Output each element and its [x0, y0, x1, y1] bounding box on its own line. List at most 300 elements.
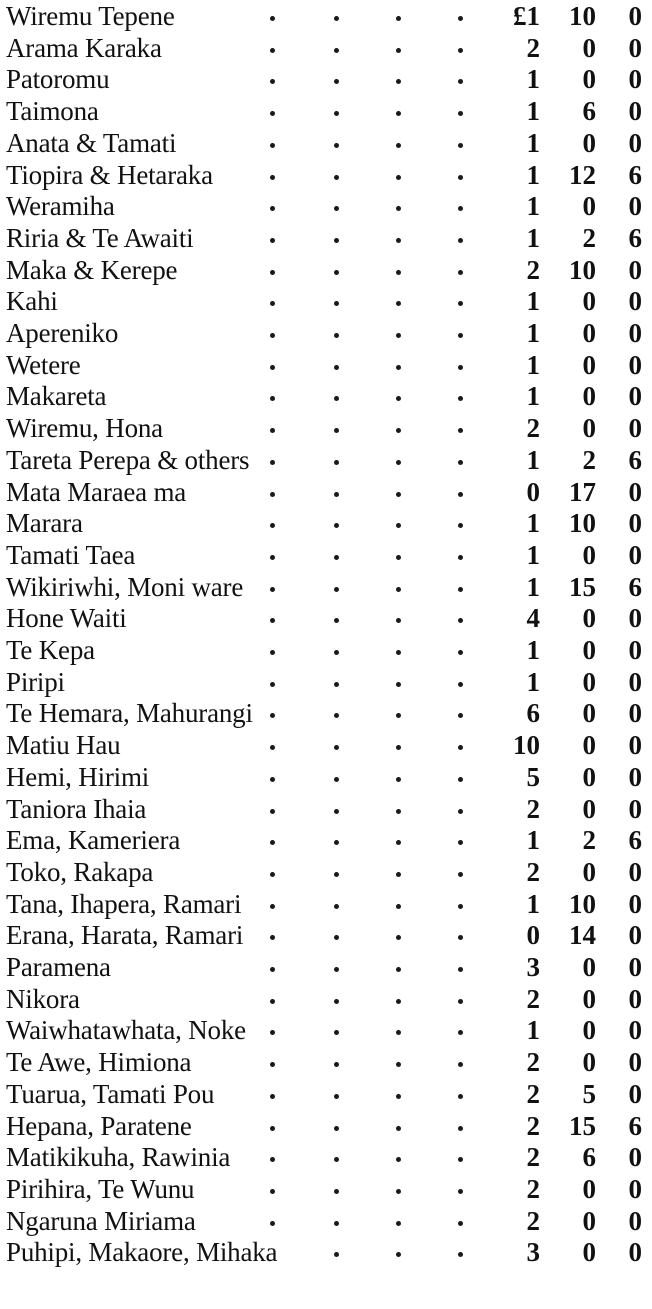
- amount-shillings: 15: [569, 571, 596, 602]
- amount-pence: 0: [628, 1, 642, 31]
- leader-dot: [458, 492, 463, 497]
- amount-shillings: 0: [582, 730, 596, 761]
- amount-pounds: 2: [526, 856, 540, 887]
- amount-pounds: 1: [526, 127, 540, 158]
- contributor-name: Hone Waiti: [6, 603, 127, 634]
- leader-dot: [396, 16, 401, 21]
- leader-dot: [334, 175, 339, 180]
- leader-dot: [396, 1062, 401, 1067]
- contributor-name: Kahi: [6, 286, 58, 317]
- amount-shillings: 0: [582, 318, 596, 348]
- leader-dot: [334, 523, 339, 528]
- amount-shillings: 0: [582, 603, 596, 634]
- amount-shillings: 2: [582, 222, 596, 253]
- ledger-row: [0, 1079, 652, 1110]
- ledger-row: [0, 477, 652, 508]
- leader-dot: [458, 365, 463, 370]
- leader-dot: [458, 999, 463, 1004]
- leader-dot: [270, 238, 275, 243]
- amount-pence: 0: [628, 476, 642, 507]
- ledger-row: [0, 1047, 652, 1078]
- contributor-name: Tana, Ihapera, Ramari: [6, 888, 242, 919]
- amount-pence: 0: [628, 1205, 642, 1236]
- amount-pence: 0: [628, 666, 642, 697]
- leader-dot: [334, 1126, 339, 1131]
- amount-pence: 6: [628, 825, 642, 856]
- ledger-row: [0, 33, 652, 64]
- leader-dot: [458, 1126, 463, 1131]
- amount-pence: 0: [628, 254, 642, 285]
- amount-pounds: 6: [526, 698, 540, 729]
- amount-pence: 0: [628, 127, 642, 158]
- amount-shillings: 0: [582, 413, 596, 444]
- ledger-row: [0, 96, 652, 127]
- leader-dot: [396, 1094, 401, 1099]
- leader-dot: [334, 1094, 339, 1099]
- amount-pounds: 0: [526, 920, 540, 951]
- amount-pence: 0: [628, 349, 642, 380]
- contributor-name: Arama Karaka: [6, 32, 162, 63]
- amount-pounds: 2: [526, 32, 540, 63]
- amount-pence: 0: [628, 635, 642, 665]
- amount-pence: 6: [628, 1110, 642, 1141]
- amount-pounds: 1: [526, 318, 540, 348]
- ledger-row: [0, 318, 652, 349]
- amount-shillings: 2: [582, 444, 596, 475]
- contributor-name: Hepana, Paratene: [6, 1110, 192, 1141]
- contributor-name: Pirihira, Te Wunu: [6, 1173, 195, 1204]
- leader-dot: [270, 79, 275, 84]
- amount-pence: 0: [628, 381, 642, 412]
- amount-pence: 0: [628, 888, 642, 919]
- leader-dot: [458, 48, 463, 53]
- amount-shillings: 0: [582, 856, 596, 887]
- leader-dot: [458, 1221, 463, 1226]
- leader-dot: [270, 682, 275, 687]
- leader-dot: [334, 1157, 339, 1162]
- contributor-name: Ema, Kameriera: [6, 825, 181, 856]
- ledger-row: [0, 223, 652, 254]
- amount-pounds: 0: [526, 476, 540, 507]
- leader-dot: [396, 904, 401, 909]
- leader-dot: [334, 238, 339, 243]
- ledger-row: [0, 1015, 652, 1046]
- amount-pounds: 5: [526, 761, 540, 792]
- leader-dot: [458, 809, 463, 814]
- amount-shillings: 0: [582, 1237, 596, 1268]
- leader-dot: [396, 492, 401, 497]
- contributor-name: Taniora Ihaia: [6, 793, 147, 824]
- amount-pence: 0: [628, 32, 642, 63]
- leader-dot: [458, 460, 463, 465]
- amount-shillings: 0: [582, 793, 596, 824]
- amount-pounds: 1: [526, 539, 540, 570]
- amount-pounds: 1: [526, 349, 540, 380]
- contributor-name: Riria & Te Awaiti: [6, 222, 194, 253]
- amount-pounds: 2: [526, 413, 540, 444]
- ledger-row: [0, 667, 652, 698]
- amount-pounds: 10: [513, 730, 540, 761]
- ledger-row: [0, 64, 652, 95]
- leader-dot: [396, 840, 401, 845]
- amount-shillings: 15: [569, 1110, 596, 1141]
- leader-dot: [270, 175, 275, 180]
- leader-dot: [458, 587, 463, 592]
- contributor-name: Taimona: [6, 96, 99, 127]
- leader-dot: [270, 206, 275, 211]
- leader-dot: [458, 1189, 463, 1194]
- leader-dot: [270, 1062, 275, 1067]
- leader-dot: [396, 460, 401, 465]
- leader-dot: [334, 79, 339, 84]
- leader-dot: [396, 396, 401, 401]
- contributor-name: Wikiriwhi, Moni ware: [6, 571, 244, 602]
- leader-dot: [270, 396, 275, 401]
- amount-pence: 0: [628, 856, 642, 887]
- ledger-row: [0, 413, 652, 444]
- contributor-name: Hemi, Hirimi: [6, 761, 150, 792]
- amount-shillings: 0: [582, 64, 596, 95]
- leader-dot: [458, 333, 463, 338]
- leader-dot: [458, 1094, 463, 1099]
- amount-shillings: 0: [582, 952, 596, 982]
- ledger-row: [0, 255, 652, 286]
- contributor-name: Wiremu Tepene: [6, 1, 175, 31]
- amount-pounds: 1: [526, 159, 540, 190]
- amount-pounds: 1: [526, 635, 540, 665]
- leader-dot: [396, 333, 401, 338]
- amount-shillings: 0: [582, 1047, 596, 1078]
- amount-pounds: 1: [526, 888, 540, 919]
- leader-dot: [396, 1252, 401, 1257]
- amount-pence: 0: [628, 539, 642, 570]
- amount-pence: 0: [628, 603, 642, 634]
- leader-dot: [270, 745, 275, 750]
- amount-pence: 0: [628, 1173, 642, 1204]
- contributor-name: Waiwhatawhata, Noke: [6, 1015, 246, 1046]
- amount-pence: 6: [628, 571, 642, 602]
- amount-pounds: 1: [526, 508, 540, 539]
- ledger-row: [0, 762, 652, 793]
- amount-shillings: 6: [582, 1142, 596, 1173]
- ledger-row: [0, 508, 652, 539]
- leader-dot: [458, 175, 463, 180]
- amount-shillings: 0: [582, 761, 596, 792]
- leader-dot: [396, 523, 401, 528]
- leader-dot: [334, 460, 339, 465]
- leader-dot: [396, 111, 401, 116]
- leader-dot: [396, 682, 401, 687]
- leader-dot: [270, 1094, 275, 1099]
- amount-shillings: 0: [582, 1015, 596, 1046]
- amount-pounds: 1: [526, 444, 540, 475]
- leader-dot: [270, 777, 275, 782]
- leader-dot: [396, 428, 401, 433]
- ledger-row: [0, 603, 652, 634]
- amount-pounds: 1: [526, 64, 540, 95]
- leader-dot: [334, 206, 339, 211]
- leader-dot: [458, 713, 463, 718]
- leader-dot: [334, 301, 339, 306]
- amount-pence: 0: [628, 318, 642, 348]
- leader-dot: [334, 713, 339, 718]
- contributor-name: Toko, Rakapa: [6, 856, 154, 887]
- amount-pence: 0: [628, 1078, 642, 1109]
- ledger-row: [0, 1206, 652, 1237]
- amount-pence: 0: [628, 1237, 642, 1268]
- leader-dot: [334, 143, 339, 148]
- amount-shillings: 10: [569, 1, 596, 31]
- amount-pence: 0: [628, 1015, 642, 1046]
- ledger-row: [0, 1237, 652, 1268]
- amount-pence: 0: [628, 413, 642, 444]
- leader-dot: [396, 270, 401, 275]
- amount-pence: 0: [628, 508, 642, 539]
- leader-dot: [458, 872, 463, 877]
- amount-shillings: 0: [582, 381, 596, 412]
- ledger-row: [0, 160, 652, 191]
- leader-dot: [270, 618, 275, 623]
- contributor-name: Wiremu, Hona: [6, 413, 163, 444]
- ledger-row: [0, 350, 652, 381]
- leader-dot: [334, 682, 339, 687]
- contributor-name: Wetere: [6, 349, 81, 380]
- amount-pence: 6: [628, 159, 642, 190]
- leader-dot: [458, 555, 463, 560]
- contributor-name: Anata & Tamati: [6, 127, 177, 158]
- leader-dot: [334, 777, 339, 782]
- contributor-name: Puhipi, Makaore, Mihaka: [6, 1237, 278, 1268]
- amount-shillings: 0: [582, 983, 596, 1014]
- amount-pence: 6: [628, 444, 642, 475]
- contributor-name: Erana, Harata, Ramari: [6, 920, 244, 951]
- amount-pounds: 2: [526, 254, 540, 285]
- leader-dot: [396, 48, 401, 53]
- amount-shillings: 10: [569, 254, 596, 285]
- ledger-row: [0, 1, 652, 32]
- leader-dot: [334, 1252, 339, 1257]
- ledger-row: [0, 794, 652, 825]
- amount-pence: 0: [628, 730, 642, 761]
- ledger-row: [0, 1142, 652, 1173]
- amount-pounds: 1: [526, 1015, 540, 1046]
- leader-dot: [396, 365, 401, 370]
- amount-pounds: £1: [513, 1, 540, 31]
- leader-dot: [458, 428, 463, 433]
- contributor-name: Te Hemara, Mahurangi: [6, 698, 253, 729]
- amount-pounds: 1: [526, 381, 540, 412]
- amount-shillings: 0: [582, 32, 596, 63]
- ledger-row: [0, 1111, 652, 1142]
- leader-dot: [334, 48, 339, 53]
- leader-dot: [458, 79, 463, 84]
- leader-dot: [396, 206, 401, 211]
- amount-pence: 0: [628, 1142, 642, 1173]
- leader-dot: [458, 270, 463, 275]
- amount-pounds: 2: [526, 1110, 540, 1141]
- amount-shillings: 0: [582, 1173, 596, 1204]
- leader-dot: [334, 16, 339, 21]
- leader-dot: [396, 745, 401, 750]
- leader-dot: [458, 777, 463, 782]
- leader-dot: [396, 999, 401, 1004]
- amount-shillings: 0: [582, 286, 596, 317]
- leader-dot: [270, 16, 275, 21]
- amount-shillings: 12: [569, 159, 596, 190]
- leader-dot: [270, 48, 275, 53]
- ledger-row: [0, 952, 652, 983]
- amount-pence: 0: [628, 952, 642, 982]
- amount-shillings: 0: [582, 191, 596, 222]
- ledger-row: [0, 540, 652, 571]
- amount-pence: 0: [628, 793, 642, 824]
- leader-dot: [334, 904, 339, 909]
- leader-dot: [334, 872, 339, 877]
- ledger-row: [0, 825, 652, 856]
- amount-pence: 6: [628, 222, 642, 253]
- contributor-name: Te Awe, Himiona: [6, 1047, 192, 1078]
- leader-dot: [396, 238, 401, 243]
- leader-dot: [458, 238, 463, 243]
- leader-dot: [458, 682, 463, 687]
- amount-pounds: 1: [526, 222, 540, 253]
- amount-pounds: 1: [526, 571, 540, 602]
- amount-shillings: 0: [582, 1205, 596, 1236]
- leader-dot: [396, 1221, 401, 1226]
- contributor-name: Marara: [6, 508, 83, 539]
- leader-dot: [396, 650, 401, 655]
- contributor-name: Tamati Taea: [6, 539, 136, 570]
- leader-dot: [334, 999, 339, 1004]
- amount-pounds: 1: [526, 286, 540, 317]
- leader-dot: [396, 1189, 401, 1194]
- amount-pounds: 3: [526, 952, 540, 982]
- contributor-name: Piripi: [6, 666, 65, 697]
- leader-dot: [396, 967, 401, 972]
- amount-shillings: 0: [582, 539, 596, 570]
- leader-dot: [270, 1126, 275, 1131]
- leader-dot: [270, 1157, 275, 1162]
- leader-dot: [458, 904, 463, 909]
- leader-dot: [396, 1030, 401, 1035]
- amount-shillings: 5: [582, 1078, 596, 1109]
- contributor-name: Patoromu: [6, 64, 110, 95]
- leader-dot: [270, 111, 275, 116]
- leader-dot: [396, 175, 401, 180]
- amount-pence: 0: [628, 761, 642, 792]
- ledger-row: [0, 572, 652, 603]
- leader-dot: [270, 492, 275, 497]
- leader-dot: [270, 365, 275, 370]
- contributor-name: Makareta: [6, 381, 107, 412]
- amount-pence: 0: [628, 286, 642, 317]
- ledger-row: [0, 730, 652, 761]
- amount-pence: 0: [628, 920, 642, 951]
- contributor-name: Nikora: [6, 983, 80, 1014]
- leader-dot: [334, 555, 339, 560]
- amount-pounds: 2: [526, 1205, 540, 1236]
- leader-dot: [334, 809, 339, 814]
- leader-dot: [458, 523, 463, 528]
- amount-pence: 0: [628, 983, 642, 1014]
- leader-dot: [334, 1030, 339, 1035]
- leader-dot: [334, 1221, 339, 1226]
- leader-dot: [334, 935, 339, 940]
- ledger-row: [0, 857, 652, 888]
- amount-pounds: 1: [526, 96, 540, 127]
- amount-shillings: 10: [569, 888, 596, 919]
- leader-dot: [458, 1252, 463, 1257]
- leader-dot: [270, 809, 275, 814]
- ledger-row: [0, 698, 652, 729]
- leader-dot: [334, 396, 339, 401]
- ledger-row: [0, 920, 652, 951]
- leader-dot: [458, 618, 463, 623]
- contributor-name: Matiu Hau: [6, 730, 121, 761]
- ledger-row: [0, 128, 652, 159]
- leader-dot: [334, 270, 339, 275]
- leader-dot: [458, 111, 463, 116]
- leader-dot: [458, 650, 463, 655]
- leader-dot: [458, 967, 463, 972]
- amount-pence: 0: [628, 191, 642, 222]
- leader-dot: [334, 111, 339, 116]
- leader-dot: [334, 840, 339, 845]
- leader-dot: [334, 1189, 339, 1194]
- leader-dot: [334, 492, 339, 497]
- amount-pounds: 2: [526, 1078, 540, 1109]
- leader-dot: [270, 270, 275, 275]
- leader-dot: [458, 1030, 463, 1035]
- ledger-row: [0, 191, 652, 222]
- amount-pounds: 2: [526, 983, 540, 1014]
- leader-dot: [270, 333, 275, 338]
- leader-dot: [458, 1157, 463, 1162]
- leader-dot: [334, 1062, 339, 1067]
- leader-dot: [334, 333, 339, 338]
- contributor-name: Weramiha: [6, 191, 115, 222]
- contributor-name: Tareta Perepa & others: [6, 444, 250, 475]
- ledger-row: [0, 1174, 652, 1205]
- leader-dot: [458, 143, 463, 148]
- leader-dot: [270, 1030, 275, 1035]
- leader-dot: [396, 809, 401, 814]
- ledger-row: [0, 381, 652, 412]
- leader-dot: [396, 1157, 401, 1162]
- amount-pounds: 2: [526, 1142, 540, 1173]
- amount-shillings: 0: [582, 635, 596, 665]
- leader-dot: [396, 79, 401, 84]
- amount-pounds: 2: [526, 793, 540, 824]
- leader-dot: [334, 967, 339, 972]
- leader-dot: [270, 713, 275, 718]
- amount-pence: 0: [628, 698, 642, 729]
- leader-dot: [270, 967, 275, 972]
- leader-dot: [270, 872, 275, 877]
- leader-dot: [334, 650, 339, 655]
- contributor-name: Tuarua, Tamati Pou: [6, 1078, 215, 1109]
- contributor-name: Paramena: [6, 952, 111, 982]
- leader-dot: [270, 523, 275, 528]
- leader-dot: [270, 904, 275, 909]
- amount-pounds: 2: [526, 1173, 540, 1204]
- leader-dot: [270, 840, 275, 845]
- leader-dot: [270, 301, 275, 306]
- ledger-row: [0, 889, 652, 920]
- leader-dot: [458, 745, 463, 750]
- amount-pence: 0: [628, 96, 642, 127]
- amount-pounds: 3: [526, 1237, 540, 1268]
